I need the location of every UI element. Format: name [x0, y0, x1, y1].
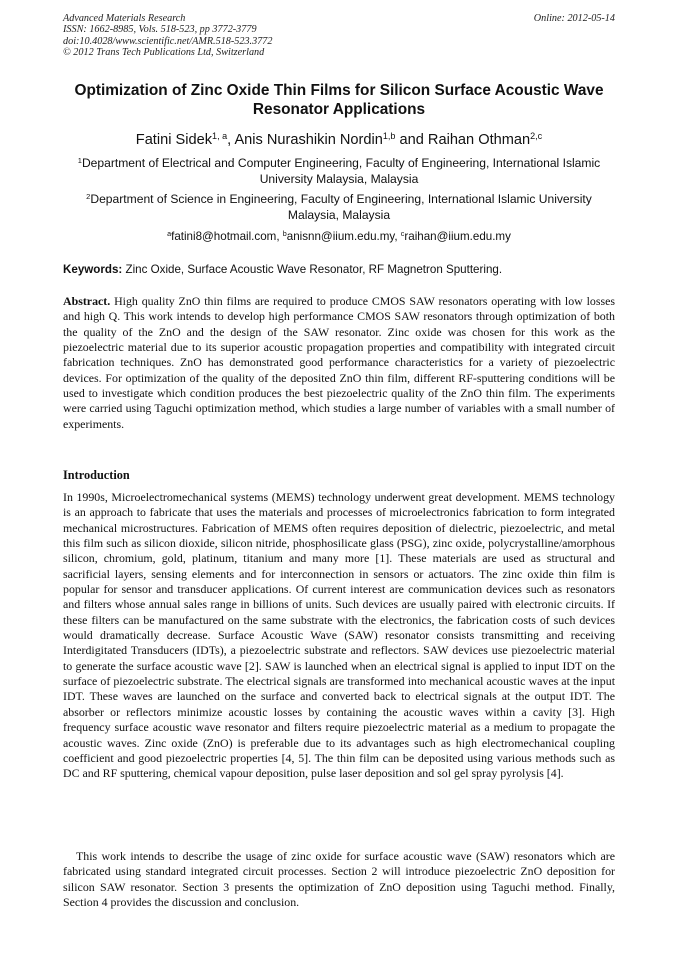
author-name: Fatini Sidek: [135, 132, 213, 148]
author-name: Raihan Othman: [427, 132, 531, 148]
author-separator: and: [395, 132, 428, 148]
affiliation-2: [60, 191, 618, 224]
email-list: [0, 229, 678, 244]
abstract: [63, 294, 615, 432]
journal-header: [63, 13, 615, 58]
journal-name: Advanced Materials Research: [63, 13, 186, 24]
affiliation-mark: 2: [86, 191, 91, 201]
online-date: Online: 2012-05-14: [533, 13, 615, 24]
author-list: [0, 131, 678, 149]
email-separator: ,: [394, 230, 401, 243]
keywords-text: Zinc Oxide, Surface Acoustic Wave Resonator, RF Magnetron Sputtering.: [125, 263, 503, 276]
intro-paragraph-2: This work intends to describe the usage of zinc oxide for surface acoustic wave (SAW) resonators which are fabricated using standard integrated circuit processes. Section 2 will introduce piezoelectric ZnO deposition for silicon SAW resonator. Section 3 presents the optimization of ZnO deposition using Taguchi method. Finally, Section 4 provides the discussion and conclusion.: [63, 849, 615, 910]
email-mark: c: [400, 229, 405, 239]
section-heading: Introduction: [63, 468, 130, 482]
affiliation-text: Department of Electrical and Computer Engineering, Faculty of Engineering, International Islamic University Malaysia, Malaysia: [81, 156, 601, 187]
abstract-label: Abstract.: [63, 294, 111, 308]
author-affiliation-mark: 1, a: [212, 131, 228, 142]
affiliation-text: Department of Science in Engineering, Faculty of Engineering, International Islamic University Malaysia, Malaysia: [90, 192, 592, 223]
author-affiliation-mark: 1,b: [382, 131, 396, 142]
abstract-text: High quality ZnO thin films are required to produce CMOS SAW resonators operating with low losses and high Q. This work intends to develop high performance CMOS SAW resonators through optimization of both the quality of the ZnO and the design of the SAW resonator. Zinc oxide was chosen for this work as the piezoelectric material due to its superior acoustic propagation properties and compatibility with integrated circuit fabrication techniques. ZnO has demonstrated good performance characteristics for a variety of piezoelectric devices. For optimization of the quality of the deposited ZnO thin film, different RF-sputtering conditions will be used to investigate which condition produces the best piezoelectric quality of the ZnO thin film. The experiments were carried using Taguchi optimization method, which studies a large number of variables with a small number of experiments.: [63, 294, 615, 431]
email-link[interactable]: anisnn@iium.edu.my: [286, 230, 395, 243]
author-separator: ,: [227, 132, 235, 148]
email-mark: a: [167, 229, 172, 239]
copyright-line: © 2012 Trans Tech Publications Ltd, Switzerland: [63, 46, 265, 58]
intro-paragraph-1: In 1990s, Microelectromechanical systems (MEMS) technology underwent great development. MEMS technology is an approach to fabricate that uses the materials and processes of microelectronics fabrication to form integrated mechanical microstructures. Fabrication of MEMS often requires deposition of dielectric, piezoelectric, and metal this film such as silicon dioxide, silicon nitride, phosphosilicate glass (PSG), zinc oxide, polycrystalline/amorphous silicon, chromium, gold, platinum, titanium and many more [1]. These materials are used as structural and sacrificial layers, sensing elements and for interconnection in sensors or actuators. The zinc oxide thin film is popular for sensor and transducer applications. Of current interest are communication devices such as resonators and filters whose annual sales range in billions of units. Such devices are usually paired with electronic circuits. If these filters can be manufactured on the same substrate with the electronics, the fabrication costs of such devices would dramatically decrease. Surface Acoustic Wave (SAW) resonator consists transmitting and receiving Interdigitated Transducers (IDTs), a piezoelectric substrate and reflectors. SAW devices use piezoelectric material to generate the surface acoustic wave [2]. SAW is launched when an electrical signal is applied to input IDT on the surface of piezoelectric substrate. The electrical signals are transformed into mechanical acoustic waves at the input IDT. These waves are launched on the surface and converted back to electrical signals at the output IDT. The absorber or reflectors minimize acoustic losses by containing the acoustic waves within a cavity [3]. High frequency surface acoustic wave resonator and filters require piezoelectric material as a medium to propagate the acoustic waves. Zinc oxide (ZnO) is preferable due to its advantages such as high electromechanical coupling coefficient and good piezoelectric properties [4, 5]. The thin film can be deposited using various methods such as DC and RF sputtering, chemical vapour deposition, pulse laser deposition and sol gel spray pyrolysis [4].: [63, 490, 615, 781]
email-mark: b: [282, 229, 287, 239]
email-link[interactable]: fatini8@hotmail.com: [171, 230, 277, 243]
doi-line[interactable]: doi:10.4028/www.scientific.net/AMR.518-523.3772: [63, 35, 273, 47]
author-affiliation-mark: 2,c: [530, 131, 543, 142]
keywords-label: Keywords:: [63, 263, 123, 276]
email-separator: ,: [276, 230, 283, 243]
affiliation-mark: 1: [77, 155, 82, 165]
email-link[interactable]: raihan@iium.edu.my: [404, 230, 511, 243]
issn-line: ISSN: 1662-8985, Vols. 518-523, pp 3772-3779: [63, 24, 257, 36]
author-name: Anis Nurashikin Nordin: [234, 132, 383, 148]
affiliation-1: [60, 155, 618, 188]
paper-title: Optimization of Zinc Oxide Thin Films for Silicon Surface Acoustic Wave Resonator Applications: [74, 82, 604, 118]
keywords: [63, 262, 618, 277]
